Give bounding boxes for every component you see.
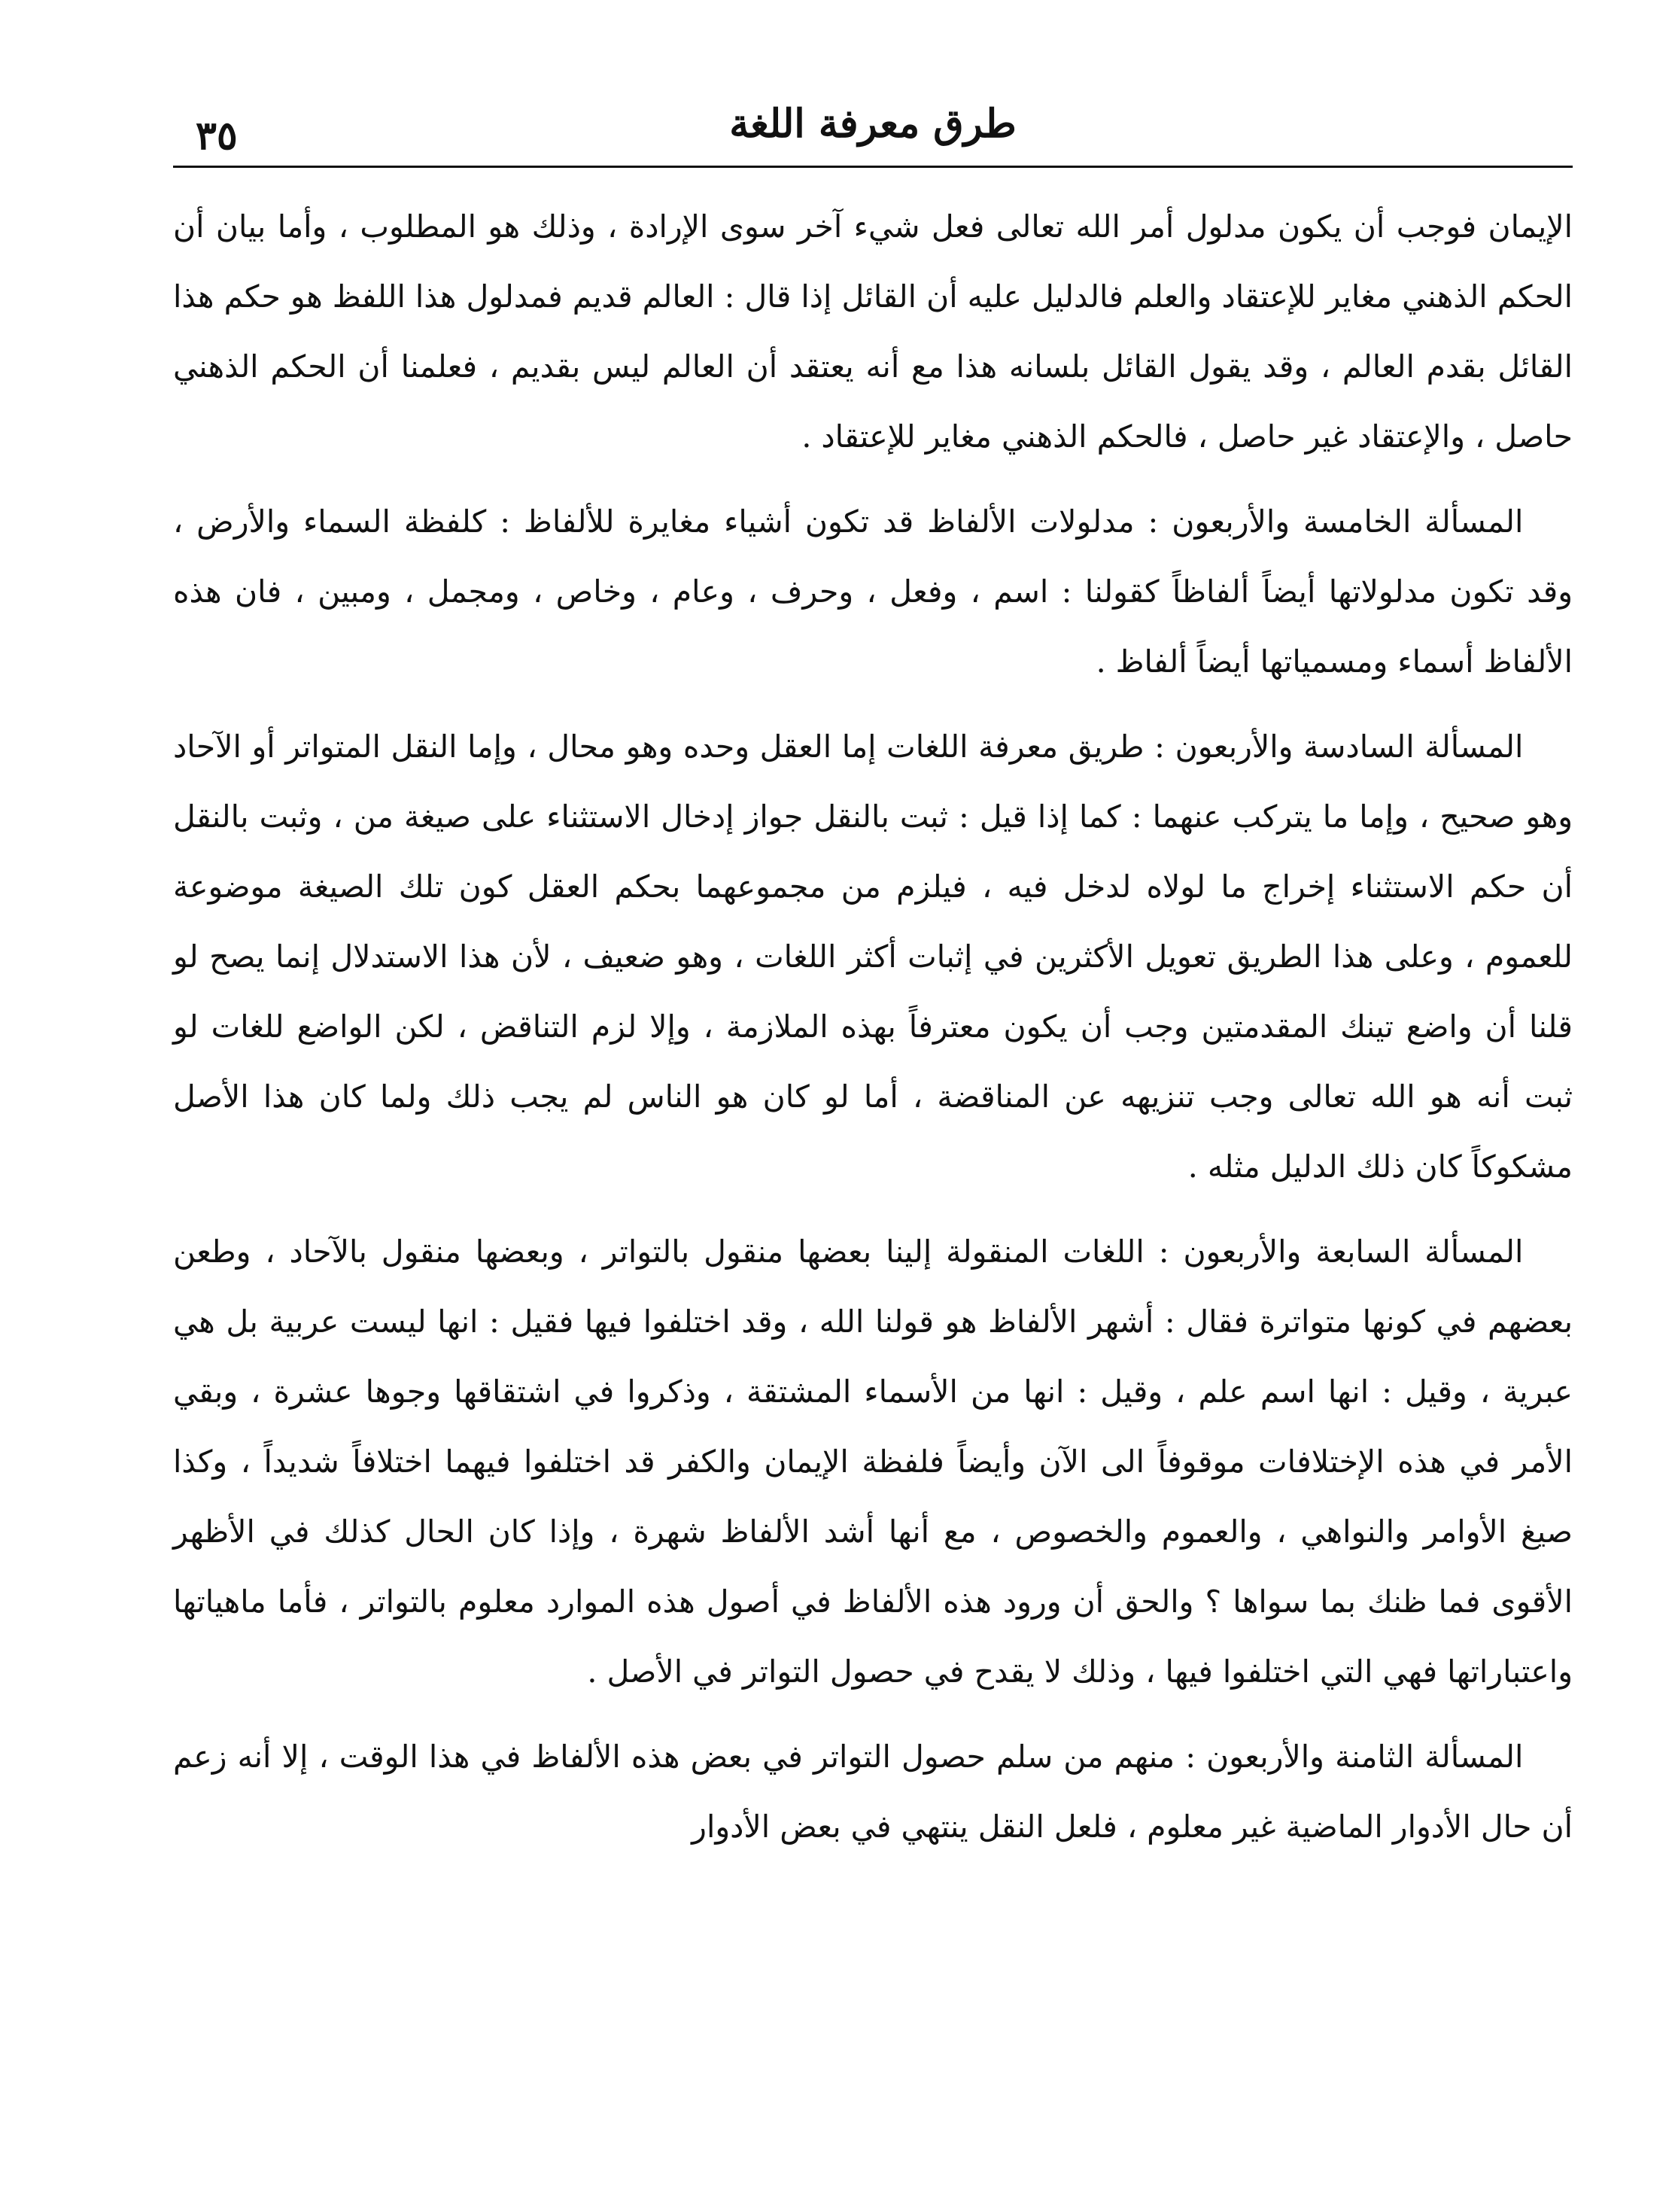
page-header (173, 83, 1573, 168)
book-page (173, 83, 1573, 2175)
paragraph-issue-45: المسألة الخامسة والأربعون : مدلولات الألفاظ قد تكون أشياء مغايرة للألفاظ : كلفظة السماء والأرض ، وقد تكون مدلولاتها أيضاً ألفاظاً كقولنا : اسم ، وفعل ، وحرف ، وعام ، وخاص ، ومجمل ، ومبين ، فان هذه الألفاظ أسماء ومسمياتها أيضاً ألفاظ . (173, 504, 1573, 680)
paragraph-issue-47: المسألة السابعة والأربعون : اللغات المنقولة إلينا بعضها منقول بالتواتر ، وبعضها منقول بالآحاد ، وطعن بعضهم في كونها متواترة فقال : أشهر الألفاظ هو قولنا الله ، وقد اختلفوا فيها فقيل : انها ليست عربية بل هي عبرية ، وقيل : انها اسم علم ، وقيل : انها من الأسماء المشتقة ، وذكروا في اشتقاقها وجوها عشرة ، وبقي الأمر في هذه الإختلافات موقوفاً الى الآن وأيضاً فلفظة الإيمان والكفر قد اختلفوا فيهما اختلافاً شديداً ، وكذا صيغ الأوامر والنواهي ، والعموم والخصوص ، مع أنها أشد الألفاظ شهرة ، وإذا كان الحال كذلك في الأظهر الأقوى فما ظنك بما سواها ؟ والحق أن ورود هذه الألفاظ في أصول هذه الموارد معلوم بالتواتر ، فأما ماهياتها واعتباراتها فهي التي اختلفوا فيها ، وذلك لا يقدح في حصول التواتر في الأصل . (173, 1234, 1573, 1690)
page-body (173, 168, 1573, 1862)
running-title: طرق معرفة اللغة (729, 101, 1017, 147)
paragraph-continuation: الإيمان فوجب أن يكون مدلول أمر الله تعالى فعل شيء آخر سوى الإرادة ، وذلك هو المطلوب ، وأما بيان أن الحكم الذهني مغاير للإعتقاد والعلم فالدليل عليه أن القائل إذا قال : العالم قديم فمدلول هذا اللفظ هو حكم هذا القائل بقدم العالم ، وقد يقول القائل بلسانه هذا مع أنه يعتقد أن العالم ليس بقديم ، فعلمنا أن الحكم الذهني حاصل ، والإعتقاد غير حاصل ، فالحكم الذهني مغاير للإعتقاد . (173, 208, 1573, 455)
page-number: ٣٥ (196, 113, 238, 159)
paragraph-issue-48: المسألة الثامنة والأربعون : منهم من سلم حصول التواتر في بعض هذه الألفاظ في هذا الوقت ، إلا أنه زعم أن حال الأدوار الماضية غير معلوم ، فلعل النقل ينتهي في بعض الأدوار (173, 1739, 1573, 1845)
paragraph-issue-46: المسألة السادسة والأربعون : طريق معرفة اللغات إما العقل وحده وهو محال ، وإما النقل المتواتر أو الآحاد وهو صحيح ، وإما ما يتركب عنهما : كما إذا قيل : ثبت بالنقل جواز إدخال الاستثناء على صيغة من ، وثبت بالنقل أن حكم الاستثناء إخراج ما لولاه لدخل فيه ، فيلزم من مجموعهما بحكم العقل كون تلك الصيغة موضوعة للعموم ، وعلى هذا الطريق تعويل الأكثرين في إثبات أكثر اللغات ، وهو ضعيف ، لأن هذا الاستدلال إنما يصح لو قلنا أن واضع تينك المقدمتين وجب أن يكون معترفاً بهذه الملازمة ، وإلا لزم التناقض ، لكن الواضع للغات لو ثبت أنه هو الله تعالى وجب تنزيهه عن المناقضة ، أما لو كان هو الناس لم يجب ذلك ولما كان هذا الأصل مشكوكاً كان ذلك الدليل مثله . (173, 729, 1573, 1185)
